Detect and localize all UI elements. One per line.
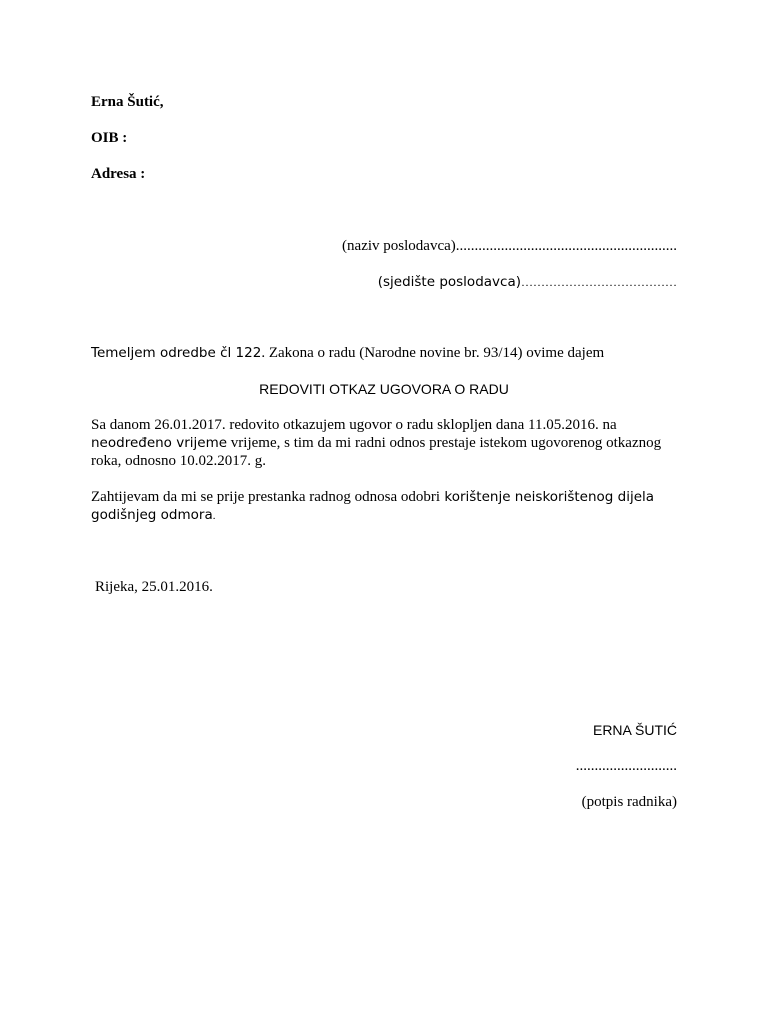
employer-seat-label: (sjedište poslodavca) [377,274,521,290]
signature-caption: (potpis radnika) [581,794,677,810]
paragraph1-line1: Sa danom 26.01.2017. redovito otkazujem ugovor o radu sklopljen dana 11.05.2016. na [91,417,617,433]
paragraph2-line1-a: Zahtijevam da mi se prije prestanka radnog odnosa odobri [91,489,441,505]
intro-part-b: . Zakona o radu (Narodne novine br. 93/14) ovime dajem [261,345,605,361]
address-label: Adresa : [91,166,146,182]
paragraph1-line2-a: neodređeno vrijeme [91,435,228,451]
paragraph2-line1-b: korištenje neiskorištenog dijela [440,489,655,505]
signature-name: ERNA ŠUTIĆ [592,722,677,738]
oib-label: OIB : [91,130,128,146]
employer-seat-dots: ………………………………… [521,275,677,289]
employer-seat-line [378,273,677,291]
employer-name-line: (naziv poslodavca)........................................................... [342,238,677,254]
paragraph1-line2 [91,434,661,452]
place-date: Rijeka, 25.01.2016. [95,579,213,595]
intro-line [91,344,604,362]
signature-line: ........................... [575,758,677,774]
paragraph2-line2-text: godišnjeg odmora [91,507,213,523]
paragraph2-line1 [91,488,654,506]
paragraph1-line3: roka, odnosno 10.02.2017. g. [91,453,266,469]
sender-name: Erna Šutić, [91,94,164,110]
paragraph2-line2-end: . [212,510,216,522]
paragraph2-line2 [91,506,215,525]
document-heading: REDOVITI OTKAZ UGOVORA O RADU [259,381,509,397]
paragraph1-line2-b: vrijeme, s tim da mi radni odnos prestaje istekom ugovorenog otkaznog [227,435,662,451]
intro-part-a: Temeljem odredbe čl 122 [91,345,262,361]
